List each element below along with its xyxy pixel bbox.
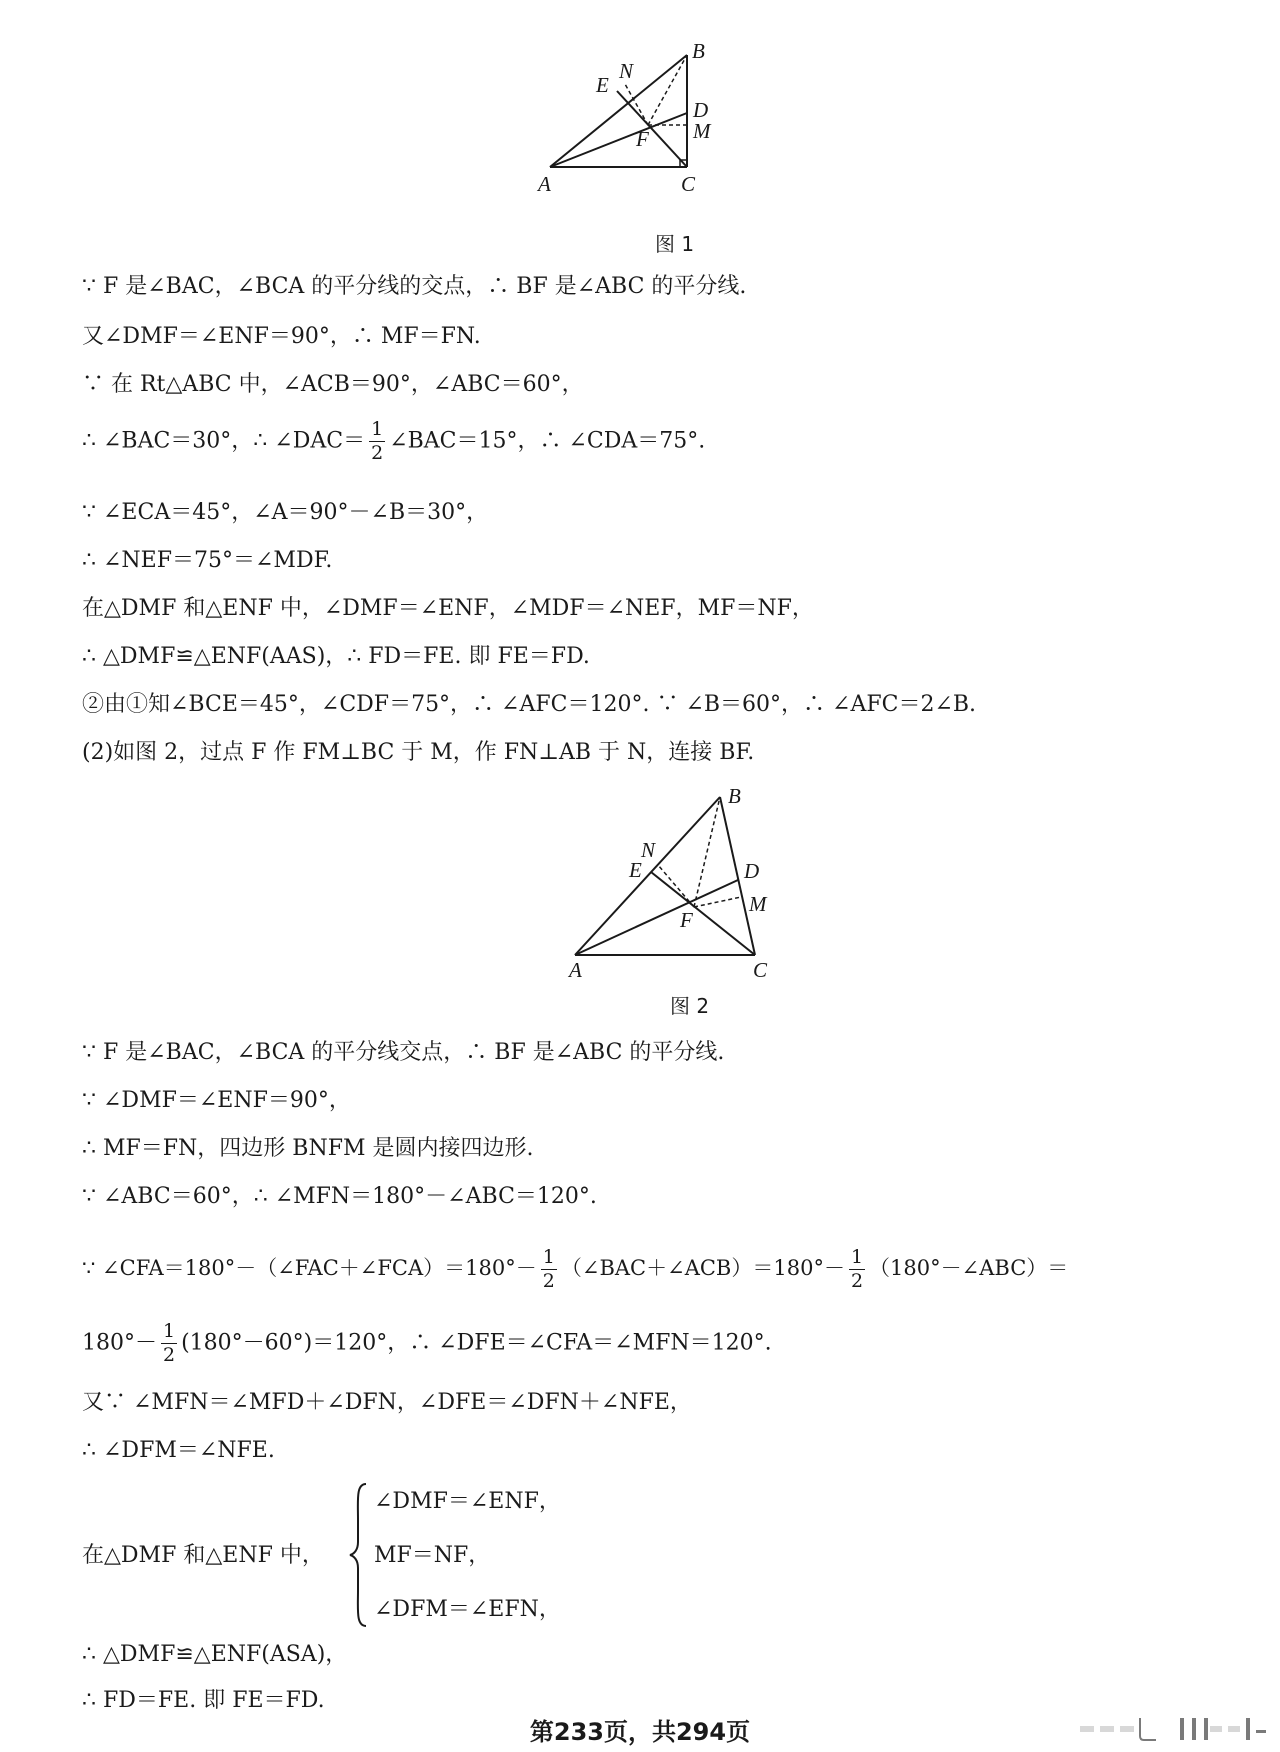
figure-2: [555, 785, 795, 985]
text-line: (2)如图 2，过点 F 作 FM⊥BC 于 M，作 FN⊥AB 于 N，连接 BF.: [82, 740, 755, 765]
fraction-denominator: 2: [163, 1344, 176, 1366]
text-line: ∴ △DMF≌△ENF(ASA)，: [82, 1642, 348, 1667]
label-B: B: [728, 785, 741, 808]
fraction-line-after: (180°－60°)＝120°，∴ ∠DFE＝∠CFA＝∠MFN＝120°.: [181, 1330, 772, 1356]
text-line: ∵ ∠DMF＝∠ENF＝90°，: [82, 1088, 351, 1113]
segment-AD: [575, 880, 738, 955]
fraction-numerator: 1: [371, 418, 384, 440]
fraction-line-part: （∠BAC＋∠ACB）＝180°－: [560, 1256, 845, 1280]
label-N: N: [619, 59, 634, 83]
figure-1-diagram: [520, 40, 820, 220]
fraction-line: [82, 1248, 1068, 1291]
fraction-line-before: ∴ ∠BAC＝30°，∴ ∠DAC＝: [82, 428, 366, 454]
label-D: D: [693, 98, 709, 122]
text-line: ②由①知∠BCE＝45°，∠CDF＝75°，∴ ∠AFC＝120°. ∵ ∠B＝60°，∴ ∠AFC＝2∠B.: [82, 692, 977, 717]
segment-CE: [617, 91, 687, 167]
text-line: ∴ ∠NEF＝75°＝∠MDF.: [82, 548, 333, 573]
system-case: ∠DFM＝∠EFN，: [374, 1597, 561, 1622]
fraction-line-after: ∠BAC＝15°，∴ ∠CDA＝75°.: [389, 428, 706, 454]
fraction: [849, 1248, 865, 1291]
fraction-denominator: 2: [371, 442, 384, 464]
text-line: ∴ FD＝FE. 即 FE＝FD.: [82, 1688, 325, 1713]
fraction-numerator: 1: [163, 1320, 176, 1342]
label-N: N: [641, 838, 656, 862]
label-C: C: [681, 172, 696, 196]
text-line: ∴ ∠DFM＝∠NFE.: [82, 1438, 275, 1463]
text-line: 在△DMF 和△ENF 中，∠DMF＝∠ENF，∠MDF＝∠NEF，MF＝NF，: [82, 596, 814, 621]
fraction: [369, 420, 385, 463]
fraction-denominator: 2: [542, 1270, 555, 1292]
segment-AB: [575, 797, 720, 955]
system-case: MF＝NF，: [374, 1543, 491, 1568]
figure-2-caption: 图 2: [670, 994, 710, 1018]
system-lead: 在△DMF 和△ENF 中，: [82, 1543, 324, 1568]
fraction-numerator: 1: [542, 1246, 555, 1268]
fraction-line-part: （180°－∠ABC）＝: [869, 1256, 1069, 1280]
system-case: ∠DMF＝∠ENF，: [374, 1489, 561, 1514]
fraction-line-part: ∵ ∠CFA＝180°－（∠FAC＋∠FCA）＝180°－: [82, 1256, 537, 1280]
segment-AD: [550, 113, 687, 167]
figure-1-caption: 图 1: [655, 232, 695, 256]
fraction-numerator: 1: [850, 1246, 864, 1268]
text-line: ∴ MF＝FN，四边形 BNFM 是圆内接四边形.: [82, 1136, 534, 1161]
text-line: ∵ ∠ABC＝60°，∴ ∠MFN＝180°－∠ABC＝120°.: [82, 1184, 597, 1209]
fraction-line-before: 180°－: [82, 1330, 157, 1356]
label-D: D: [744, 859, 760, 883]
fraction: [161, 1322, 177, 1365]
label-E: E: [629, 858, 642, 882]
page-scroll-indicator[interactable]: [1080, 1716, 1270, 1742]
label-A: A: [569, 958, 582, 982]
fraction-line: [82, 1322, 772, 1365]
text-line: ∵ F 是∠BAC，∠BCA 的平分线交点，∴ BF 是∠ABC 的平分线.: [82, 1040, 725, 1065]
text-line: 又∠DMF＝∠ENF＝90°，∴ MF＝FN.: [82, 324, 481, 349]
label-C: C: [753, 958, 768, 982]
label-A: A: [538, 172, 551, 196]
figure-1: [520, 40, 820, 220]
fraction-denominator: 2: [850, 1270, 864, 1292]
text-line: ∵ ∠ECA＝45°，∠A＝90°－∠B＝30°，: [82, 500, 489, 525]
fraction: [541, 1248, 557, 1291]
label-E: E: [596, 73, 609, 97]
text-line: ∵ F 是∠BAC，∠BCA 的平分线的交点，∴ BF 是∠ABC 的平分线.: [82, 274, 747, 299]
left-brace-icon: [348, 1480, 370, 1630]
page-number: 第233页，共294页: [529, 1718, 751, 1746]
label-M: M: [749, 892, 767, 916]
text-line: ∵ 在 Rt△ABC 中，∠ACB＝90°，∠ABC＝60°，: [82, 372, 584, 397]
label-F: F: [680, 908, 693, 932]
label-B: B: [692, 40, 705, 63]
label-M: M: [693, 119, 711, 143]
label-F: F: [636, 127, 649, 151]
figure-2-diagram: [555, 785, 795, 985]
segment-FM: [694, 897, 741, 907]
text-line: 又∵ ∠MFN＝∠MFD＋∠DFN，∠DFE＝∠DFN＋∠NFE，: [82, 1390, 692, 1415]
fraction-line: [82, 420, 705, 463]
text-line: ∴ △DMF≌△ENF(AAS)，∴ FD＝FE. 即 FE＝FD.: [82, 644, 590, 669]
segment-FN: [658, 865, 694, 907]
